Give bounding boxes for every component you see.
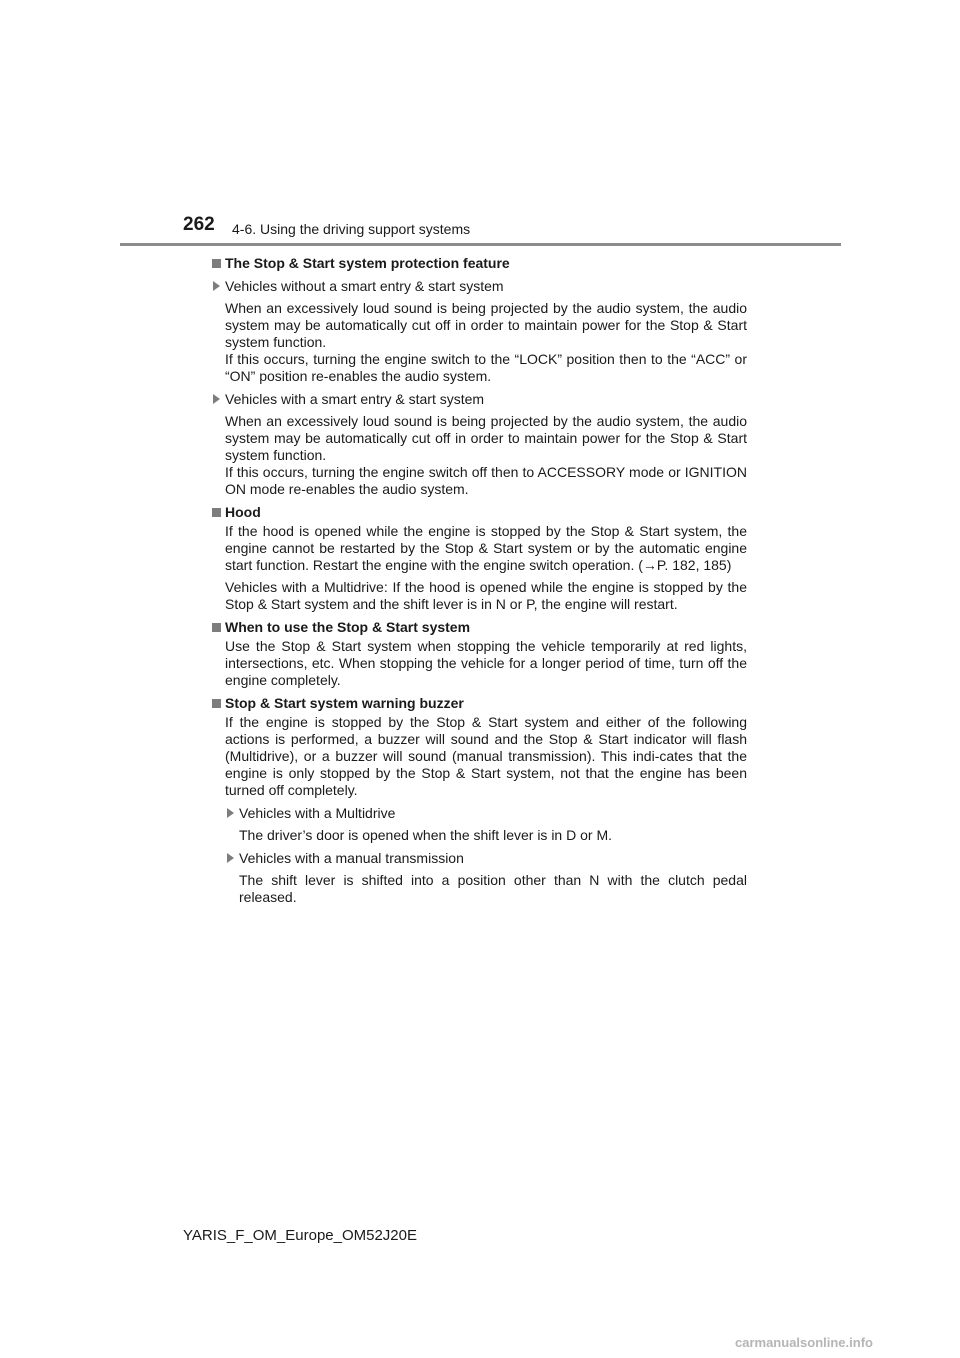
section-heading-hood: Hood bbox=[212, 504, 747, 521]
paragraph: If this occurs, turning the engine switch to the “LOCK” position then to the “ACC” or “ON” position re-enables the audio system. bbox=[225, 351, 747, 384]
paragraph: If this occurs, turning the engine switch off then to ACCESSORY mode or IGNITION ON mode re-enables the audio system. bbox=[225, 464, 747, 497]
paragraph: When an excessively loud sound is being projected by the audio system, the audio system may be automatically cut off in order to maintain power for the Stop & Start system function. bbox=[225, 413, 747, 463]
watermark: carmanualsonline.info bbox=[735, 1335, 873, 1350]
section-title: 4-6. Using the driving support systems bbox=[232, 221, 471, 237]
bullet-multidrive: Vehicles with a Multidrive bbox=[212, 805, 747, 822]
square-bullet-icon bbox=[212, 623, 221, 632]
header-rule bbox=[120, 243, 841, 246]
square-bullet-icon bbox=[212, 699, 221, 708]
square-bullet-icon bbox=[212, 508, 221, 517]
paragraph: Vehicles with a Multidrive: If the hood is opened while the engine is stopped by the Stop & Start system and the shift lever is in N or P, the engine will restart. bbox=[225, 579, 747, 612]
paragraph: The driver’s door is opened when the shift lever is in D or M. bbox=[239, 827, 612, 843]
section-heading-when-to-use: When to use the Stop & Start system bbox=[212, 619, 747, 636]
paragraph: If the engine is stopped by the Stop & Start system and either of the following actions is performed, a buzzer will sound and the Stop & Start indicator will flash (Multidrive), or a buzzer will sound (manual transmission). This indi-cates that the engine is only stopped by the Stop & Start system, not that the engine has been turned off completely. bbox=[225, 714, 747, 798]
paragraph: When an excessively loud sound is being projected by the audio system, the audio system may be automatically cut off in order to maintain power for the Stop & Start system function. bbox=[225, 300, 747, 350]
document-id: YARIS_F_OM_Europe_OM52J20E bbox=[183, 1227, 418, 1244]
square-bullet-icon bbox=[212, 259, 221, 268]
paragraph: Use the Stop & Start system when stopping the vehicle temporarily at red lights, intersections, etc. When stopping the vehicle for a longer period of time, turn off the engine completely. bbox=[225, 638, 747, 688]
section-heading-warning-buzzer: Stop & Start system warning buzzer bbox=[212, 695, 747, 712]
bullet-without-smart-entry: Vehicles without a smart entry & start system bbox=[212, 278, 747, 295]
triangle-bullet-icon bbox=[227, 808, 234, 818]
page-number: 262 bbox=[183, 214, 215, 235]
bullet-with-smart-entry: Vehicles with a smart entry & start system bbox=[212, 391, 747, 408]
section-heading-protection: The Stop & Start system protection feature bbox=[212, 255, 747, 272]
triangle-bullet-icon bbox=[213, 394, 220, 404]
page-content bbox=[212, 255, 747, 906]
triangle-bullet-icon bbox=[227, 853, 234, 863]
page-header bbox=[0, 0, 960, 250]
triangle-bullet-icon bbox=[213, 281, 220, 291]
paragraph: The shift lever is shifted into a position other than N with the clutch pedal released. bbox=[239, 872, 747, 905]
bullet-manual-transmission: Vehicles with a manual transmission bbox=[212, 850, 747, 867]
paragraph: If the hood is opened while the engine is stopped by the Stop & Start system, the engine cannot be restarted by the Stop & Start system or by the automatic engine start function. Restart the engine with the engine switch operation. (→P. 182, 185) bbox=[225, 523, 747, 573]
